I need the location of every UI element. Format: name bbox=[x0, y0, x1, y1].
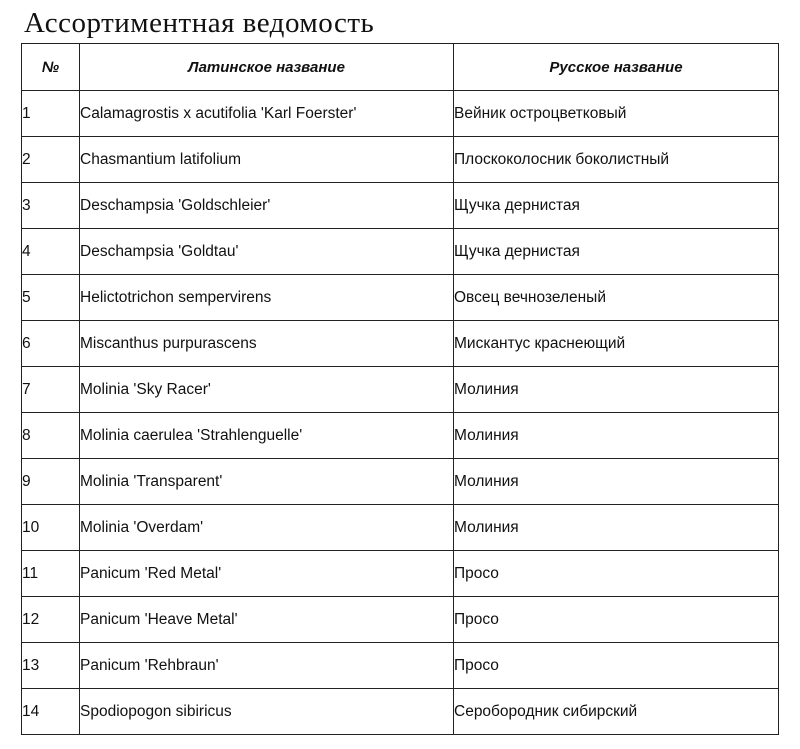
russian-name-cell: Плоскоколосник боколистный bbox=[454, 137, 779, 183]
row-number: 14 bbox=[22, 689, 80, 735]
russian-name-cell: Вейник остроцветковый bbox=[454, 91, 779, 137]
latin-name-cell: Molinia caerulea 'Strahlenguelle' bbox=[80, 413, 454, 459]
table-row bbox=[22, 183, 779, 229]
header-number: № bbox=[22, 44, 80, 91]
row-number: 6 bbox=[22, 321, 80, 367]
row-number: 2 bbox=[22, 137, 80, 183]
row-number: 10 bbox=[22, 505, 80, 551]
russian-name-cell: Щучка дернистая bbox=[454, 229, 779, 275]
table-row bbox=[22, 229, 779, 275]
header-latin-name: Латинское название bbox=[80, 44, 454, 91]
row-number: 9 bbox=[22, 459, 80, 505]
table-row bbox=[22, 689, 779, 735]
table-header bbox=[22, 44, 779, 91]
table-row bbox=[22, 643, 779, 689]
latin-name-cell: Miscanthus purpurascens bbox=[80, 321, 454, 367]
row-number: 12 bbox=[22, 597, 80, 643]
latin-name-cell: Deschampsia 'Goldschleier' bbox=[80, 183, 454, 229]
row-number: 8 bbox=[22, 413, 80, 459]
row-number: 1 bbox=[22, 91, 80, 137]
row-number: 4 bbox=[22, 229, 80, 275]
page-title: Ассортиментная ведомость bbox=[24, 7, 375, 39]
table-row bbox=[22, 413, 779, 459]
russian-name-cell: Просо bbox=[454, 551, 779, 597]
row-number: 7 bbox=[22, 367, 80, 413]
row-number: 13 bbox=[22, 643, 80, 689]
latin-name-cell: Panicum 'Rehbraun' bbox=[80, 643, 454, 689]
latin-name-cell: Spodiopogon sibiricus bbox=[80, 689, 454, 735]
table-row bbox=[22, 367, 779, 413]
table-row bbox=[22, 597, 779, 643]
latin-name-cell: Panicum 'Red Metal' bbox=[80, 551, 454, 597]
header-row bbox=[22, 44, 779, 91]
latin-name-cell: Deschampsia 'Goldtau' bbox=[80, 229, 454, 275]
assortment-table bbox=[21, 43, 779, 735]
table-row bbox=[22, 91, 779, 137]
row-number: 11 bbox=[22, 551, 80, 597]
row-number: 5 bbox=[22, 275, 80, 321]
russian-name-cell: Молиния bbox=[454, 459, 779, 505]
russian-name-cell: Мискантус краснеющий bbox=[454, 321, 779, 367]
table-row bbox=[22, 275, 779, 321]
russian-name-cell: Серобородник сибирский bbox=[454, 689, 779, 735]
russian-name-cell: Щучка дернистая bbox=[454, 183, 779, 229]
table-row bbox=[22, 137, 779, 183]
table-row bbox=[22, 505, 779, 551]
russian-name-cell: Просо bbox=[454, 643, 779, 689]
russian-name-cell: Молиния bbox=[454, 505, 779, 551]
table-body bbox=[22, 91, 779, 735]
table-row bbox=[22, 551, 779, 597]
russian-name-cell: Молиния bbox=[454, 367, 779, 413]
latin-name-cell: Panicum 'Heave Metal' bbox=[80, 597, 454, 643]
latin-name-cell: Calamagrostis x acutifolia 'Karl Foerster' bbox=[80, 91, 454, 137]
latin-name-cell: Molinia 'Sky Racer' bbox=[80, 367, 454, 413]
latin-name-cell: Helictotrichon sempervirens bbox=[80, 275, 454, 321]
table-row bbox=[22, 321, 779, 367]
russian-name-cell: Овсец вечнозеленый bbox=[454, 275, 779, 321]
latin-name-cell: Chasmantium latifolium bbox=[80, 137, 454, 183]
latin-name-cell: Molinia 'Overdam' bbox=[80, 505, 454, 551]
latin-name-cell: Molinia 'Transparent' bbox=[80, 459, 454, 505]
table-row bbox=[22, 459, 779, 505]
header-russian-name: Русское название bbox=[454, 44, 779, 91]
row-number: 3 bbox=[22, 183, 80, 229]
russian-name-cell: Просо bbox=[454, 597, 779, 643]
russian-name-cell: Молиния bbox=[454, 413, 779, 459]
